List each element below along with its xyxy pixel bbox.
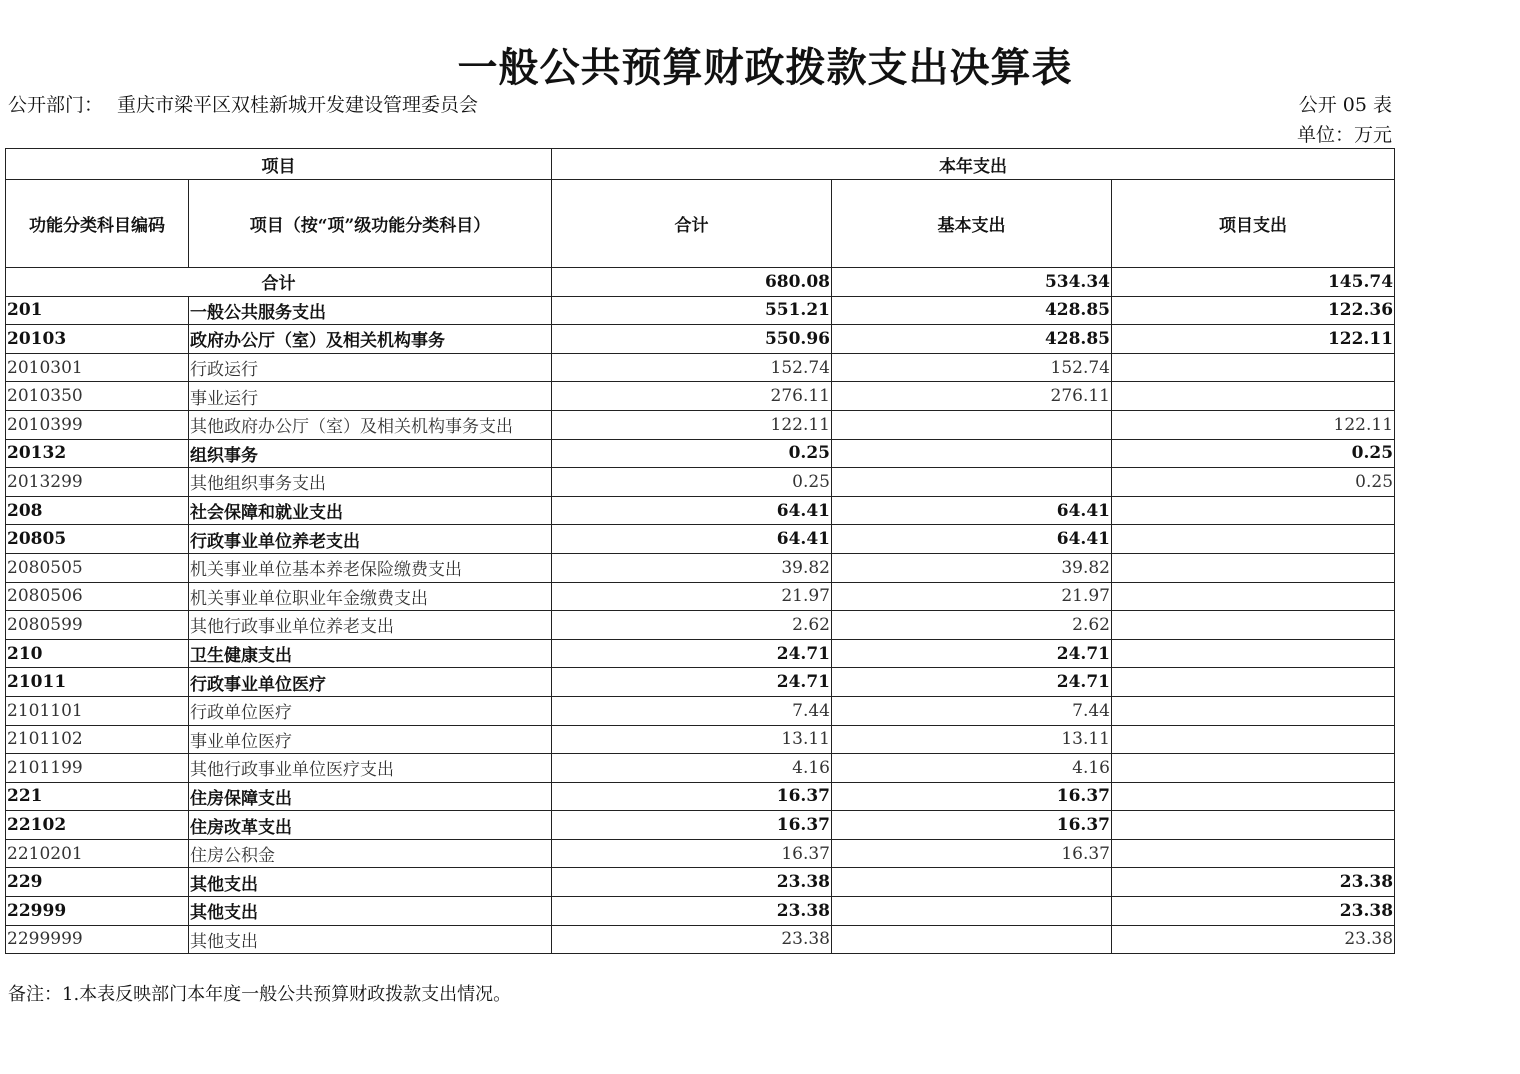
cell-code: 2101101 — [6, 696, 189, 725]
cell-project: 122.36 — [1112, 296, 1395, 325]
department-label: 公开部门： — [8, 94, 104, 116]
cell-name: 社会保障和就业支出 — [189, 496, 552, 525]
cell-code: 210 — [6, 639, 189, 668]
cell-name: 住房公积金 — [189, 839, 552, 868]
cell-total: 16.37 — [552, 839, 832, 868]
cell-total: 21.97 — [552, 582, 832, 611]
unit-label: 单位：万元 — [1296, 124, 1392, 146]
cell-project — [1112, 811, 1395, 840]
header-row-group — [6, 149, 1395, 180]
cell-project: 23.38 — [1112, 897, 1395, 926]
cell-name: 其他支出 — [189, 897, 552, 926]
cell-basic — [832, 439, 1112, 468]
cell-name: 住房保障支出 — [189, 782, 552, 811]
department-name: 重庆市梁平区双桂新城开发建设管理委员会 — [117, 94, 479, 116]
cell-name: 机关事业单位基本养老保险缴费支出 — [189, 553, 552, 582]
total-cell-basic: 534.34 — [832, 268, 1112, 297]
cell-project — [1112, 696, 1395, 725]
header-project: 项目支出 — [1112, 180, 1395, 268]
total-cell-total: 680.08 — [552, 268, 832, 297]
total-cell-project: 145.74 — [1112, 268, 1395, 297]
cell-code: 22102 — [6, 811, 189, 840]
cell-basic: 13.11 — [832, 725, 1112, 754]
cell-basic — [832, 410, 1112, 439]
cell-code: 2101199 — [6, 754, 189, 783]
cell-name: 政府办公厅（室）及相关机构事务 — [189, 325, 552, 354]
table-row — [6, 439, 1395, 468]
cell-basic: 64.41 — [832, 496, 1112, 525]
cell-basic — [832, 925, 1112, 954]
cell-project — [1112, 839, 1395, 868]
cell-project: 0.25 — [1112, 468, 1395, 497]
header-total: 合计 — [552, 180, 832, 268]
cell-name: 一般公共服务支出 — [189, 296, 552, 325]
table-row — [6, 639, 1395, 668]
cell-name: 行政单位医疗 — [189, 696, 552, 725]
cell-name: 其他支出 — [189, 868, 552, 897]
cell-total: 23.38 — [552, 925, 832, 954]
cell-total: 16.37 — [552, 782, 832, 811]
cell-name: 其他行政事业单位医疗支出 — [189, 754, 552, 783]
table-row — [6, 868, 1395, 897]
cell-basic: 64.41 — [832, 525, 1112, 554]
cell-name: 机关事业单位职业年金缴费支出 — [189, 582, 552, 611]
cell-code: 20805 — [6, 525, 189, 554]
table-row — [6, 468, 1395, 497]
cell-project: 122.11 — [1112, 410, 1395, 439]
header-basic: 基本支出 — [832, 180, 1112, 268]
table-row — [6, 754, 1395, 783]
cell-code: 208 — [6, 496, 189, 525]
cell-basic: 4.16 — [832, 754, 1112, 783]
cell-name: 其他政府办公厅（室）及相关机构事务支出 — [189, 410, 552, 439]
cell-code: 2210201 — [6, 839, 189, 868]
cell-code: 2010350 — [6, 382, 189, 411]
cell-total: 4.16 — [552, 754, 832, 783]
cell-project: 0.25 — [1112, 439, 1395, 468]
table-row — [6, 611, 1395, 640]
cell-code: 2080506 — [6, 582, 189, 611]
cell-name: 其他组织事务支出 — [189, 468, 552, 497]
cell-project: 23.38 — [1112, 868, 1395, 897]
cell-total: 23.38 — [552, 897, 832, 926]
cell-project: 122.11 — [1112, 325, 1395, 354]
cell-basic: 2.62 — [832, 611, 1112, 640]
table-row — [6, 782, 1395, 811]
total-label: 合计 — [6, 268, 552, 297]
cell-total: 122.11 — [552, 410, 832, 439]
cell-name: 行政事业单位医疗 — [189, 668, 552, 697]
cell-project — [1112, 582, 1395, 611]
cell-code: 2101102 — [6, 725, 189, 754]
cell-code: 21011 — [6, 668, 189, 697]
cell-code: 2013299 — [6, 468, 189, 497]
cell-project — [1112, 611, 1395, 640]
cell-basic — [832, 868, 1112, 897]
cell-name: 卫生健康支出 — [189, 639, 552, 668]
cell-name: 事业单位医疗 — [189, 725, 552, 754]
department-line — [8, 90, 492, 117]
cell-total: 7.44 — [552, 696, 832, 725]
cell-total: 0.25 — [552, 468, 832, 497]
cell-total: 64.41 — [552, 496, 832, 525]
cell-name: 行政事业单位养老支出 — [189, 525, 552, 554]
cell-basic: 39.82 — [832, 553, 1112, 582]
cell-basic: 428.85 — [832, 325, 1112, 354]
cell-basic — [832, 897, 1112, 926]
cell-total: 24.71 — [552, 639, 832, 668]
total-row — [6, 268, 1395, 297]
table-row — [6, 839, 1395, 868]
cell-code: 20132 — [6, 439, 189, 468]
header-name: 项目（按“项”级功能分类科目） — [189, 180, 552, 268]
cell-total: 39.82 — [552, 553, 832, 582]
cell-name: 行政运行 — [189, 353, 552, 382]
cell-basic: 16.37 — [832, 782, 1112, 811]
table-number: 公开 05 表 — [1298, 94, 1392, 116]
cell-name: 组织事务 — [189, 439, 552, 468]
cell-code: 2080505 — [6, 553, 189, 582]
cell-total: 276.11 — [552, 382, 832, 411]
cell-project — [1112, 782, 1395, 811]
cell-code: 2010399 — [6, 410, 189, 439]
table-row — [6, 553, 1395, 582]
table-row — [6, 410, 1395, 439]
cell-project — [1112, 754, 1395, 783]
cell-code: 201 — [6, 296, 189, 325]
cell-total: 13.11 — [552, 725, 832, 754]
cell-total: 551.21 — [552, 296, 832, 325]
cell-code: 2299999 — [6, 925, 189, 954]
table-row — [6, 725, 1395, 754]
table-row — [6, 897, 1395, 926]
cell-code: 2010301 — [6, 353, 189, 382]
cell-project — [1112, 496, 1395, 525]
table-row — [6, 496, 1395, 525]
cell-project — [1112, 525, 1395, 554]
cell-total: 16.37 — [552, 811, 832, 840]
cell-basic: 7.44 — [832, 696, 1112, 725]
table-row — [6, 668, 1395, 697]
cell-code: 229 — [6, 868, 189, 897]
cell-total: 0.25 — [552, 439, 832, 468]
cell-name: 其他行政事业单位养老支出 — [189, 611, 552, 640]
table-row — [6, 382, 1395, 411]
cell-basic: 24.71 — [832, 639, 1112, 668]
cell-name: 事业运行 — [189, 382, 552, 411]
header-item-group: 项目 — [6, 149, 552, 180]
cell-total: 24.71 — [552, 668, 832, 697]
cell-project — [1112, 639, 1395, 668]
cell-basic: 428.85 — [832, 296, 1112, 325]
page-title: 一般公共预算财政拨款支出决算表 — [457, 44, 1073, 91]
cell-project: 23.38 — [1112, 925, 1395, 954]
cell-code: 221 — [6, 782, 189, 811]
cell-code: 20103 — [6, 325, 189, 354]
cell-project — [1112, 553, 1395, 582]
header-code: 功能分类科目编码 — [6, 180, 189, 268]
table-row — [6, 696, 1395, 725]
table-row — [6, 353, 1395, 382]
cell-total: 23.38 — [552, 868, 832, 897]
cell-name: 住房改革支出 — [189, 811, 552, 840]
table-row — [6, 325, 1395, 354]
cell-basic: 16.37 — [832, 811, 1112, 840]
cell-name: 其他支出 — [189, 925, 552, 954]
expenditure-table — [5, 148, 1395, 954]
cell-total: 2.62 — [552, 611, 832, 640]
table-row — [6, 296, 1395, 325]
cell-basic: 16.37 — [832, 839, 1112, 868]
table-row — [6, 525, 1395, 554]
cell-project — [1112, 668, 1395, 697]
cell-total: 64.41 — [552, 525, 832, 554]
cell-project — [1112, 353, 1395, 382]
cell-code: 22999 — [6, 897, 189, 926]
table-row — [6, 925, 1395, 954]
cell-basic: 276.11 — [832, 382, 1112, 411]
cell-total: 550.96 — [552, 325, 832, 354]
table-row — [6, 811, 1395, 840]
cell-total: 152.74 — [552, 353, 832, 382]
footnote: 备注：1.本表反映部门本年度一般公共预算财政拨款支出情况。 — [8, 984, 512, 1005]
cell-code: 2080599 — [6, 611, 189, 640]
header-row-columns — [6, 180, 1395, 268]
cell-basic: 152.74 — [832, 353, 1112, 382]
cell-project — [1112, 382, 1395, 411]
table-row — [6, 582, 1395, 611]
header-year-group: 本年支出 — [552, 149, 1395, 180]
cell-basic — [832, 468, 1112, 497]
cell-basic: 21.97 — [832, 582, 1112, 611]
cell-project — [1112, 725, 1395, 754]
cell-basic: 24.71 — [832, 668, 1112, 697]
